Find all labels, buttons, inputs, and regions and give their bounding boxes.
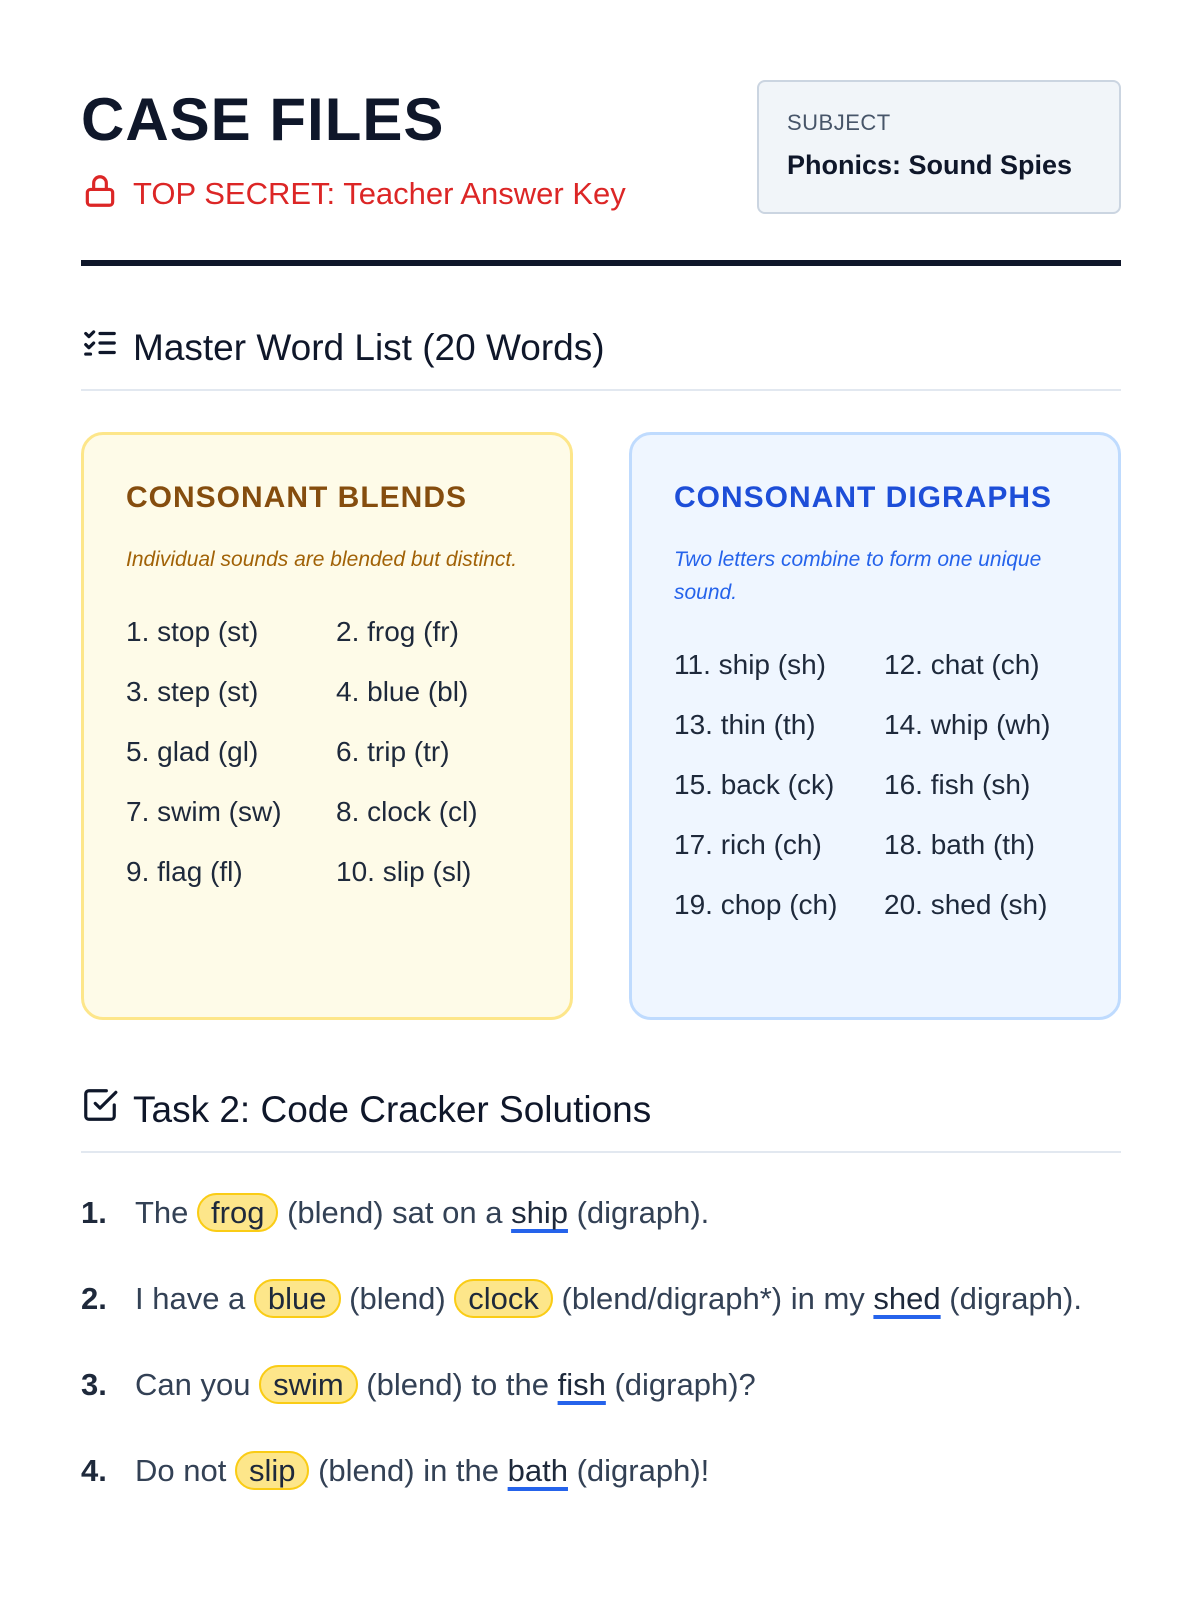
sentence-text: I have a <box>135 1281 254 1316</box>
digraphs-word-grid <box>674 635 1076 935</box>
word-item: 18. bath (th) <box>884 829 1035 860</box>
checkbox-icon <box>81 1086 119 1133</box>
master-list-title: Master Word List (20 Words) <box>133 326 605 368</box>
word-item: 3. step (st) <box>126 676 259 707</box>
word-item: 11. ship (sh) <box>674 649 826 680</box>
task-item <box>81 1448 1121 1494</box>
subject-value: Phonics: Sound Spies <box>787 150 1073 180</box>
blend-word-highlight: slip <box>235 1451 310 1490</box>
word-item: 19. chop (ch) <box>674 889 838 920</box>
master-list-heading <box>81 324 1121 391</box>
sentence-text: (digraph)! <box>567 1453 710 1488</box>
task-number: 3. <box>81 1367 107 1402</box>
task-number: 4. <box>81 1453 107 1488</box>
sentence-text: (digraph)? <box>605 1367 756 1402</box>
word-item: 9. flag (fl) <box>126 856 243 887</box>
sentence-text: (digraph). <box>940 1281 1082 1316</box>
sentence-text: (blend/digraph*) in my <box>552 1281 874 1316</box>
sentence-text: Do not <box>135 1453 235 1488</box>
word-item: 12. chat (ch) <box>884 649 1040 680</box>
header-divider <box>81 260 1121 266</box>
sentence-text: (digraph). <box>567 1195 710 1230</box>
subject-label: SUBJECT <box>787 110 891 135</box>
top-secret-label: TOP SECRET: Teacher Answer Key <box>133 176 626 211</box>
sentence-text: (blend) in the <box>309 1453 508 1488</box>
sentence-text: (blend) sat on a <box>278 1195 512 1230</box>
task-item <box>81 1190 1121 1236</box>
digraph-word-underline: ship <box>511 1195 568 1230</box>
word-item: 5. glad (gl) <box>126 736 259 767</box>
sentence-text: Can you <box>135 1367 260 1402</box>
blends-card <box>81 432 573 1020</box>
lock-icon <box>81 172 119 215</box>
task2-heading <box>81 1086 1121 1153</box>
blend-word-highlight: frog <box>197 1193 278 1232</box>
blends-word-grid <box>126 602 528 902</box>
word-item: 10. slip (sl) <box>336 856 472 887</box>
digraphs-title: CONSONANT DIGRAPHS <box>674 481 1053 514</box>
sentence-text: The <box>135 1195 198 1230</box>
top-secret-banner <box>81 172 626 215</box>
task-item <box>81 1362 1121 1408</box>
blends-description: Individual sounds are blended but distinct. <box>126 548 518 571</box>
word-item: 16. fish (sh) <box>884 769 1031 800</box>
digraphs-description: Two letters combine to form one unique sound. <box>674 548 1042 604</box>
task2-solution-list <box>81 1190 1121 1534</box>
blends-title: CONSONANT BLENDS <box>126 481 468 514</box>
answer-key-page <box>81 80 1121 1488</box>
word-item: 8. clock (cl) <box>336 796 478 827</box>
word-item: 1. stop (st) <box>126 616 259 647</box>
digraph-word-underline: shed <box>873 1281 941 1316</box>
blend-word-highlight: blue <box>254 1279 341 1318</box>
word-item: 6. trip (tr) <box>336 736 450 767</box>
page-title: CASE FILES <box>81 86 445 153</box>
digraph-word-underline: bath <box>507 1453 568 1488</box>
task-number: 1. <box>81 1195 107 1230</box>
page-header <box>81 80 1121 266</box>
blend-word-highlight: clock <box>454 1279 553 1318</box>
subject-box <box>757 80 1121 214</box>
task-sentence <box>135 1190 1121 1236</box>
word-item: 7. swim (sw) <box>126 796 282 827</box>
word-item: 2. frog (fr) <box>336 616 459 647</box>
digraph-word-underline: fish <box>557 1367 606 1402</box>
digraphs-card <box>629 432 1121 1020</box>
word-item: 20. shed (sh) <box>884 889 1048 920</box>
task-sentence <box>135 1276 1121 1322</box>
word-item: 4. blue (bl) <box>336 676 469 707</box>
sentence-text: (blend) <box>340 1281 455 1316</box>
task-sentence <box>135 1448 1121 1494</box>
task-item <box>81 1276 1121 1322</box>
word-item: 13. thin (th) <box>674 709 816 740</box>
word-item: 15. back (ck) <box>674 769 835 800</box>
task2-title: Task 2: Code Cracker Solutions <box>133 1088 652 1130</box>
task-sentence <box>135 1362 1121 1408</box>
sentence-text: (blend) to the <box>357 1367 558 1402</box>
word-item: 14. whip (wh) <box>884 709 1051 740</box>
word-list-cards <box>81 432 1121 1020</box>
task-number: 2. <box>81 1281 107 1316</box>
list-checks-icon <box>81 324 119 371</box>
word-item: 17. rich (ch) <box>674 829 822 860</box>
blend-word-highlight: swim <box>259 1365 358 1404</box>
